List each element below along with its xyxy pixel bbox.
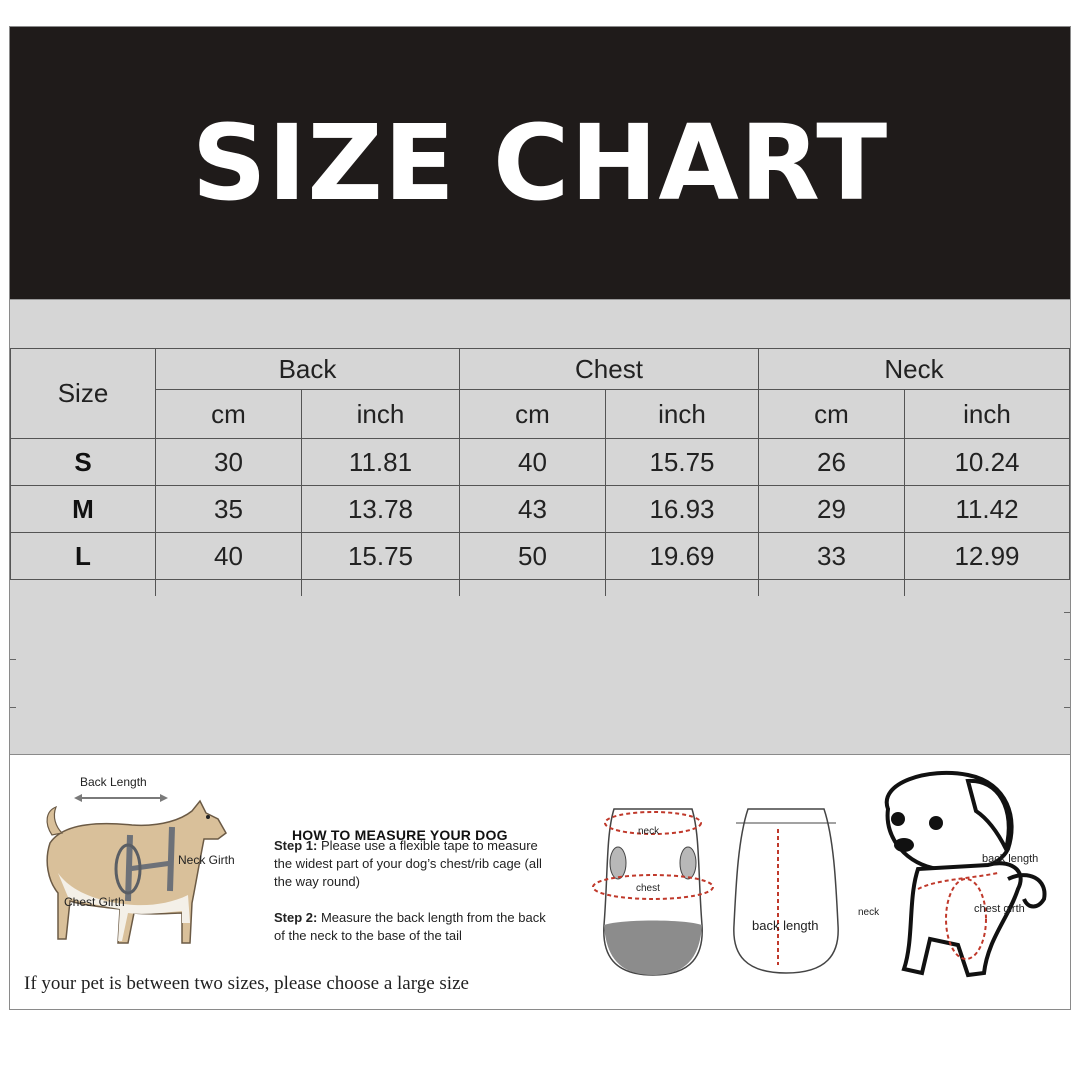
table-cell: 10.24	[905, 439, 1070, 486]
neck-group-header: Neck	[759, 349, 1070, 390]
step-2-text: Measure the back length from the back of the neck to the base of the tail	[274, 910, 546, 943]
unit-header: inch	[606, 390, 759, 439]
unit-header: inch	[905, 390, 1070, 439]
neck-girth-label: Neck Girth	[178, 853, 235, 867]
divider	[10, 707, 16, 708]
page-title: SIZE CHART	[191, 102, 889, 224]
garment-chest-label: chest	[636, 883, 660, 894]
table-cell: 11.42	[905, 486, 1070, 533]
divider	[1064, 659, 1070, 660]
measurement-guide	[10, 754, 1070, 1010]
cropped-row-remnant	[10, 580, 1070, 596]
table-cell: 12.99	[905, 533, 1070, 580]
garment-neck-label: neck	[638, 826, 660, 837]
step-1-text: Please use a flexible tape to measure the widest part of your dog’s chest/rib cage (all the way round)	[274, 838, 542, 889]
table-row	[11, 439, 1070, 486]
table-cell: 15.75	[302, 533, 460, 580]
size-advice-note: If your pet is between two sizes, please choose a large size	[24, 973, 469, 994]
step-1	[274, 837, 554, 891]
size-column-header: Size	[11, 349, 156, 439]
table-cell: 29	[759, 486, 905, 533]
table-cell: 35	[156, 486, 302, 533]
dog-measurement-illustration	[22, 773, 282, 973]
size-table	[10, 348, 1070, 580]
step-2-label: Step 2:	[274, 910, 318, 925]
size-cell: S	[11, 439, 156, 486]
table-cell: 40	[460, 439, 606, 486]
garment-back-length-label: back length	[752, 918, 819, 933]
divider	[1064, 707, 1070, 708]
puppy-neck-label: neck	[858, 907, 880, 918]
table-cell: 13.78	[302, 486, 460, 533]
chest-girth-label: Chest Girth	[64, 895, 125, 909]
step-2	[274, 909, 554, 945]
table-row	[11, 533, 1070, 580]
back-group-header: Back	[156, 349, 460, 390]
title-banner	[10, 27, 1070, 299]
table-cell: 30	[156, 439, 302, 486]
puppy-measurement-illustration	[858, 769, 1058, 999]
table-unit-row	[11, 390, 1070, 439]
divider	[10, 659, 16, 660]
chest-group-header: Chest	[460, 349, 759, 390]
size-chart-card	[9, 26, 1071, 1010]
unit-header: cm	[156, 390, 302, 439]
table-cell: 33	[759, 533, 905, 580]
instructions-title: HOW TO MEASURE YOUR DOG	[292, 827, 508, 843]
table-row	[11, 486, 1070, 533]
back-length-label: Back Length	[80, 775, 147, 789]
step-1-label: Step 1:	[274, 838, 318, 853]
garment-back-illustration	[726, 805, 846, 985]
table-cell: 43	[460, 486, 606, 533]
size-cell: L	[11, 533, 156, 580]
table-cell: 11.81	[302, 439, 460, 486]
table-cell: 50	[460, 533, 606, 580]
table-cell: 40	[156, 533, 302, 580]
unit-header: inch	[302, 390, 460, 439]
table-cell: 26	[759, 439, 905, 486]
unit-header: cm	[759, 390, 905, 439]
puppy-chest-girth-label: chest girth	[974, 903, 1025, 915]
divider	[1064, 612, 1070, 613]
table-cell: 19.69	[606, 533, 759, 580]
table-header-row	[11, 349, 1070, 390]
table-cell: 15.75	[606, 439, 759, 486]
unit-header: cm	[460, 390, 606, 439]
table-cell: 16.93	[606, 486, 759, 533]
puppy-back-length-label: back length	[982, 853, 1039, 865]
size-cell: M	[11, 486, 156, 533]
